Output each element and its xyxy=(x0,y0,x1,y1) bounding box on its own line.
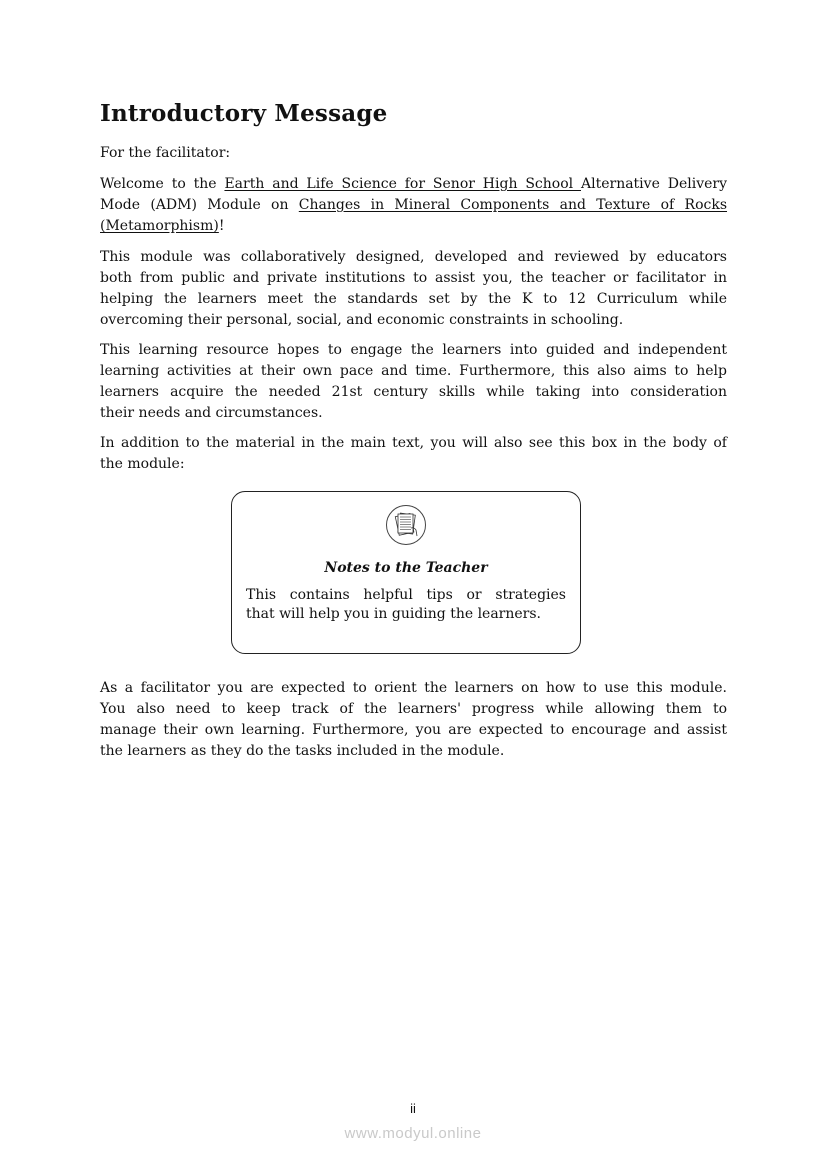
line: both from public and private institutions to assist you, the teacher or facilitator in xyxy=(100,270,727,286)
line: the module: xyxy=(100,456,185,472)
line: This learning resource hopes to engage the learners into guided and independent xyxy=(100,342,727,358)
page-title: Introductory Message xyxy=(100,100,388,127)
box-title: Notes to the Teacher xyxy=(324,560,488,576)
line: As a facilitator you are expected to orient the learners on how to use this module. xyxy=(100,680,727,696)
line: the learners as they do the tasks included in the module. xyxy=(100,743,505,759)
line: This module was collaboratively designed, developed and reviewed by educators xyxy=(100,249,727,265)
line: manage their own learning. Furthermore, you are expected to encourage and assist xyxy=(100,722,727,738)
line: their needs and circumstances. xyxy=(100,405,323,421)
page-number: ii xyxy=(410,1101,416,1116)
notes-paper-icon xyxy=(386,505,426,545)
box-body xyxy=(246,586,566,624)
notes-to-teacher-box xyxy=(231,491,581,654)
text: Alternative Delivery xyxy=(581,176,727,192)
course-title: Earth and Life Science for Senor High School xyxy=(224,176,581,192)
line: In addition to the material in the main text, you will also see this box in the body of xyxy=(100,435,727,451)
module-topic: Changes in Mineral Components and Texture of Rocks xyxy=(298,197,728,213)
text: ! xyxy=(218,218,225,234)
line: This contains helpful tips or strategies xyxy=(246,587,566,603)
paragraph-design xyxy=(100,247,727,331)
salutation xyxy=(100,143,727,164)
paragraph-box-intro xyxy=(100,433,727,475)
line: helping the learners meet the standards set by the K to 12 Curriculum while xyxy=(100,291,727,307)
line: that will help you in guiding the learners. xyxy=(246,606,542,622)
paragraph-resource xyxy=(100,340,727,424)
paragraph-facilitator-role xyxy=(100,678,727,762)
watermark: www.modyul.online xyxy=(344,1125,482,1142)
welcome-paragraph xyxy=(100,174,727,237)
line: overcoming their personal, social, and economic constraints in schooling. xyxy=(100,312,624,328)
line: learning activities at their own pace and time. Furthermore, this also aims to help xyxy=(100,363,727,379)
line: You also need to keep track of the learners' progress while allowing them to xyxy=(100,701,727,717)
text: Welcome to the xyxy=(100,176,225,192)
text: Mode (ADM) Module on xyxy=(100,197,299,213)
salutation-text: For the facilitator: xyxy=(100,145,231,161)
line: learners acquire the needed 21st century skills while taking into consideration xyxy=(100,384,727,400)
module-topic-cont: (Metamorphism) xyxy=(100,218,219,234)
